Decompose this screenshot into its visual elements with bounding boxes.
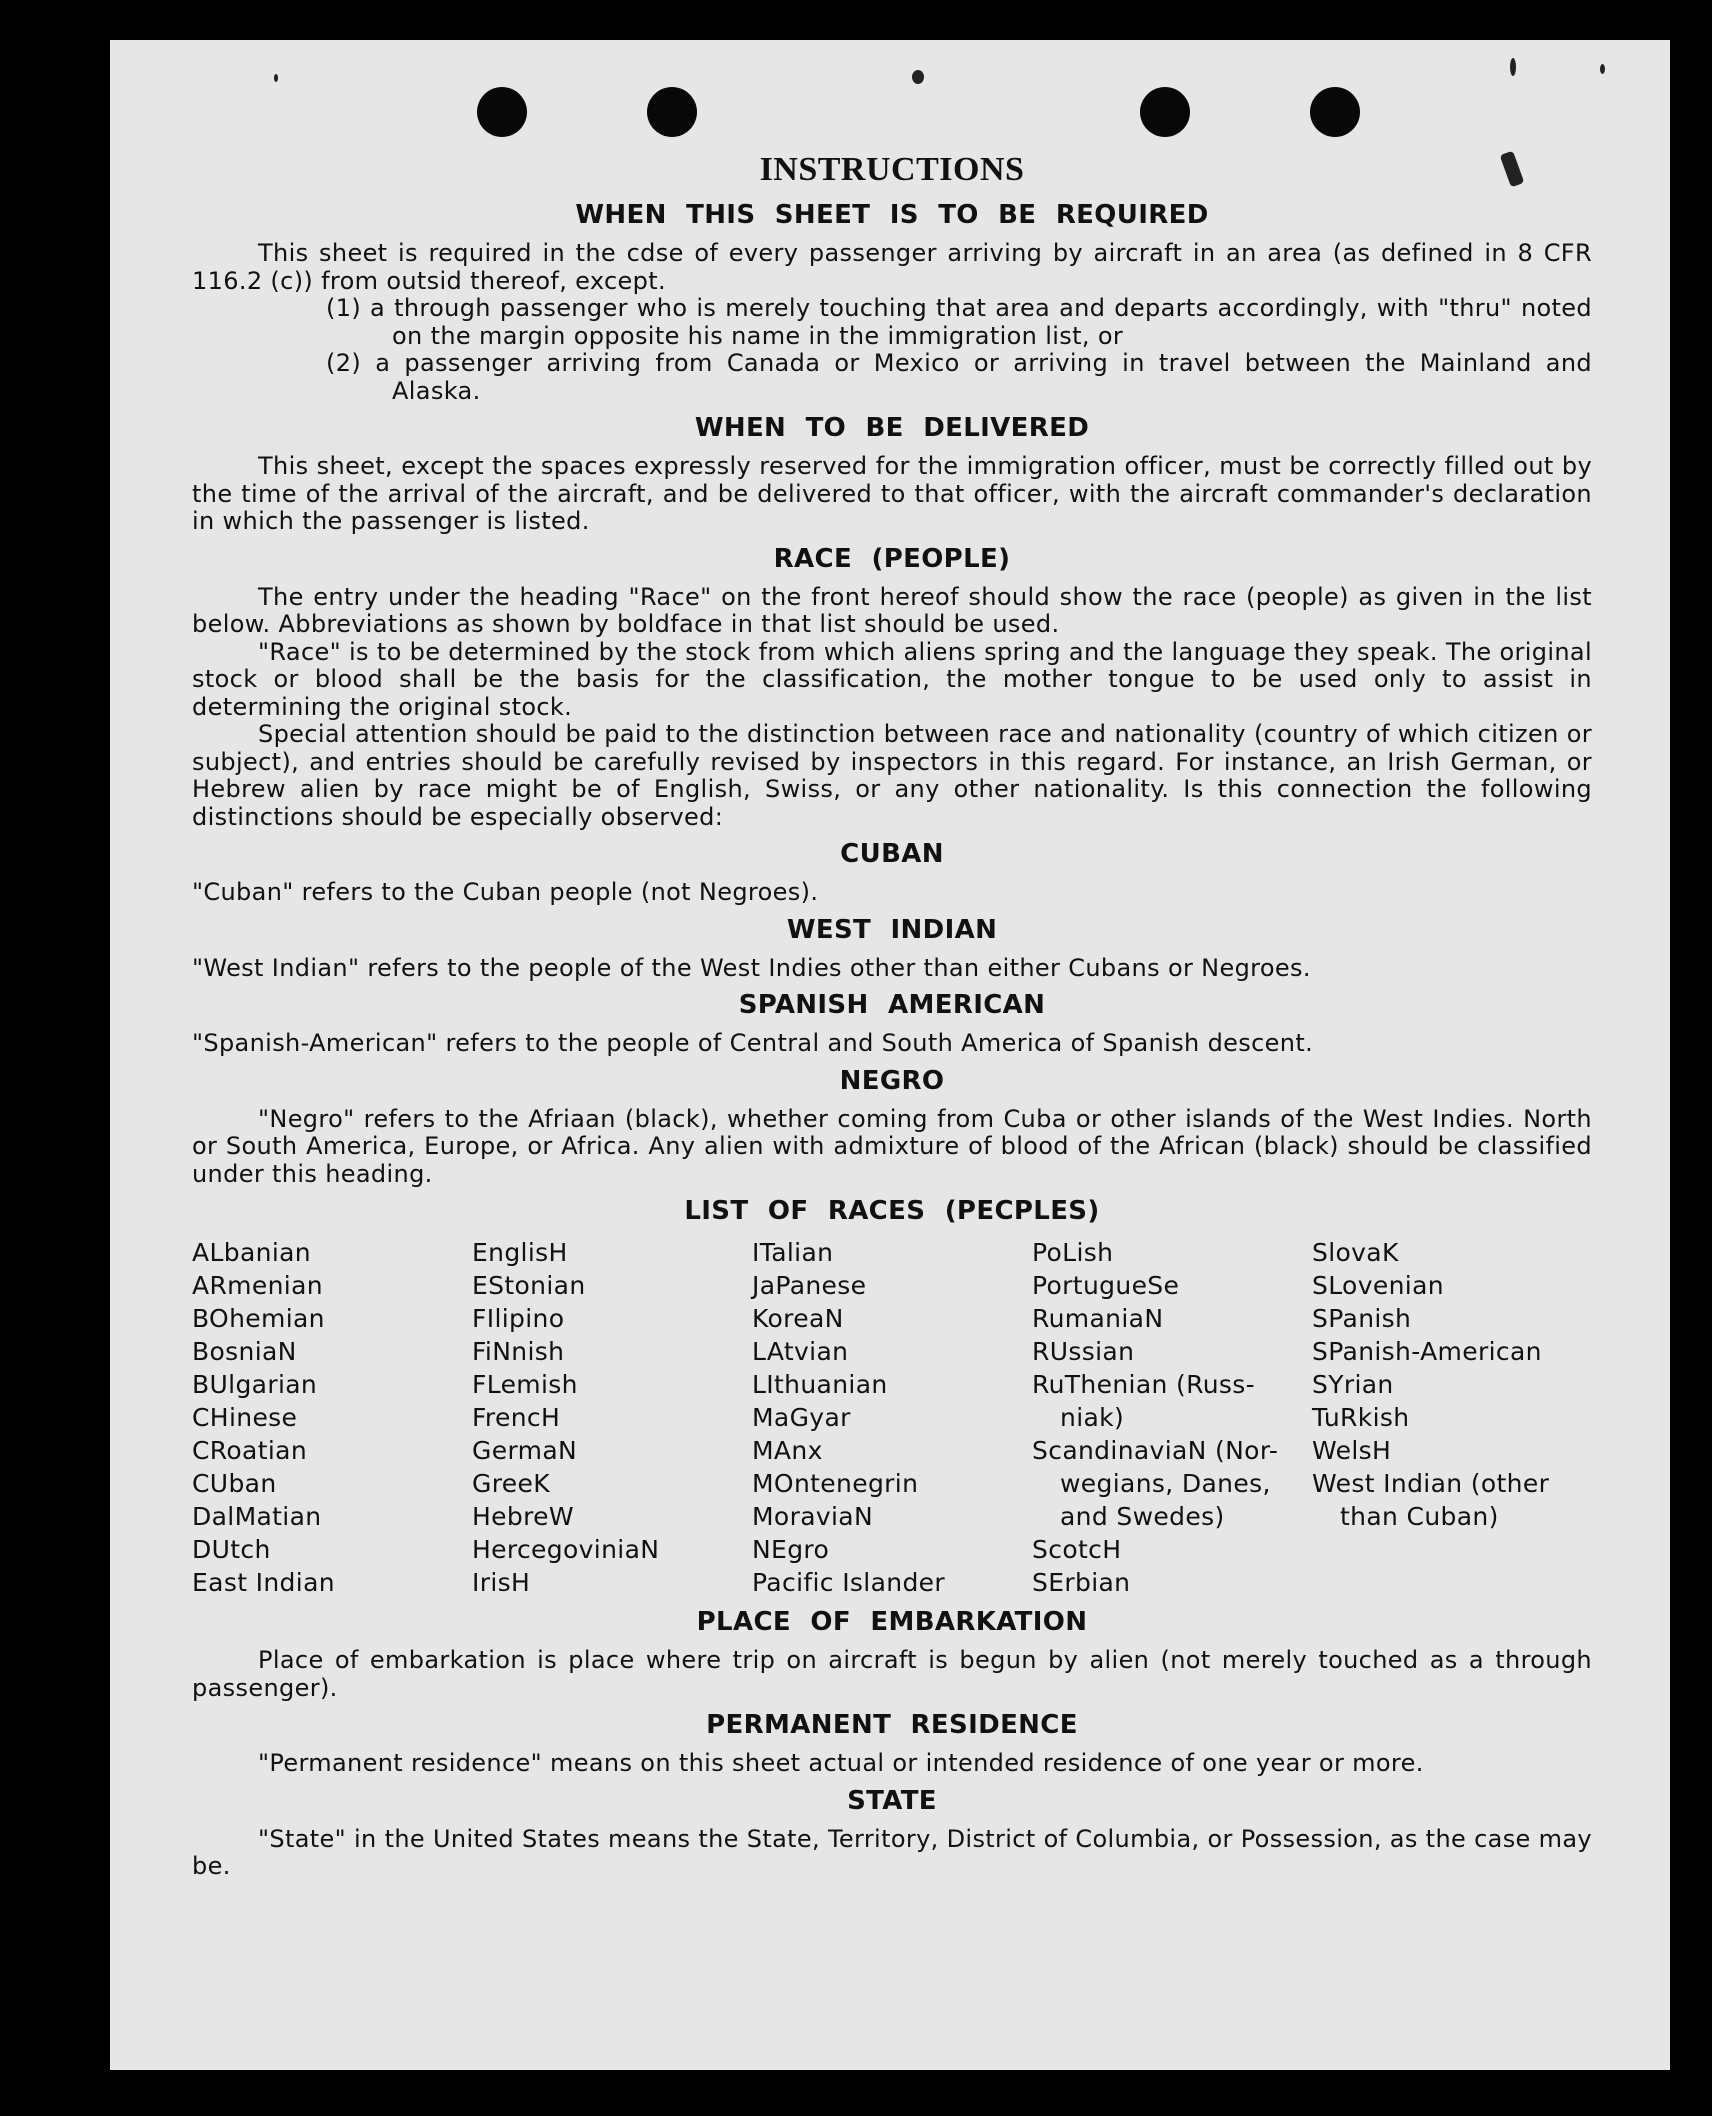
- heading-delivered: WHEN TO BE DELIVERED: [694, 413, 1090, 443]
- instructions-content: [192, 148, 1592, 1881]
- heading-required: WHEN THIS SHEET IS TO BE REQUIRED: [575, 200, 1209, 230]
- race-entry: ScotcH: [1032, 1535, 1122, 1564]
- race-entry: LAtvian: [752, 1337, 849, 1366]
- race-entry: wegians, Danes,: [1060, 1469, 1271, 1498]
- punch-hole: [1140, 87, 1190, 137]
- race-entry: FrencH: [472, 1403, 561, 1432]
- heading-west-indian: WEST INDIAN: [786, 914, 998, 945]
- race-entry: KoreaN: [752, 1304, 844, 1333]
- race-column: [1312, 1236, 1592, 1599]
- race-entry: WelsH: [1312, 1436, 1392, 1465]
- race-entry: MaGyar: [752, 1403, 851, 1432]
- race-entry: ARmenian: [192, 1271, 323, 1300]
- cuban-text: "Cuban" refers to the Cuban people (not Negroes).: [192, 878, 819, 906]
- race-entry: GermaN: [472, 1436, 578, 1465]
- race-entry: RUssian: [1032, 1337, 1135, 1366]
- race-entry: PortugueSe: [1032, 1271, 1180, 1300]
- race-paragraph: "Race" is to be determined by the stock from which aliens spring and the language they speak. The original stock or blood shall be the basis for the classification, the mother tongue to be used only to assist in determining the original stock.: [192, 637, 1592, 721]
- race-entry: DalMatian: [192, 1502, 322, 1531]
- race-entry: HercegoviniaN: [472, 1535, 660, 1564]
- race-entry: HebreW: [472, 1502, 574, 1531]
- race-entry: ITalian: [752, 1238, 834, 1267]
- race-entry: Pacific Islander: [752, 1568, 946, 1597]
- race-entry: than Cuban): [1340, 1502, 1499, 1531]
- race-paragraph: The entry under the heading "Race" on the front hereof should show the race (people) as given in the list below. Abbreviations as shown by boldface in that list should be used.: [192, 582, 1592, 638]
- race-entry: SErbian: [1032, 1568, 1131, 1597]
- race-entry: West Indian (other: [1312, 1469, 1550, 1498]
- speck: [1600, 64, 1605, 74]
- heading-negro: NEGRO: [839, 1065, 945, 1096]
- race-entry: RumaniaN: [1032, 1304, 1164, 1333]
- punch-hole: [1310, 87, 1360, 137]
- race-entry: BUlgarian: [192, 1370, 318, 1399]
- race-entry: TuRkish: [1312, 1403, 1410, 1432]
- race-entry: BosniaN: [192, 1337, 297, 1366]
- state-text: "State" in the United States means the State, Territory, District of Columbia, or Possession, as the case may be.: [192, 1824, 1592, 1880]
- race-entry: FIlipino: [472, 1304, 565, 1333]
- delivered-text: This sheet, except the spaces expressly reserved for the immigration officer, must be correctly filled out by the time of the arrival of the aircraft, and be delivered to that officer, with the aircraft commander's declaration in which the passenger is listed.: [192, 452, 1592, 535]
- race-entry: EnglisH: [472, 1238, 568, 1267]
- punch-hole: [477, 87, 527, 137]
- race-entry: CHinese: [192, 1403, 298, 1432]
- race-entry: and Swedes): [1060, 1502, 1225, 1531]
- negro-text: "Negro" refers to the Afriaan (black), whether coming from Cuba or other islands of the West Indies. North or South America, Europe, or Africa. Any alien with admixture of blood of the African (black) should be classified under this heading.: [192, 1104, 1592, 1188]
- race-entry: IrisH: [472, 1568, 531, 1597]
- race-entry: FLemish: [472, 1370, 578, 1399]
- speck: [274, 74, 278, 82]
- race-entry: ScandinaviaN (Nor-: [1032, 1436, 1279, 1465]
- race-entry: GreeK: [472, 1469, 551, 1498]
- race-entry: niak): [1060, 1403, 1125, 1432]
- race-column: [192, 1236, 472, 1599]
- race-entry: MOntenegrin: [752, 1469, 919, 1498]
- race-entry: East Indian: [192, 1568, 335, 1597]
- spanish-american-text: "Spanish-American" refers to the people of Central and South America of Spanish descent.: [192, 1029, 1314, 1057]
- heading-spanish-american: SPANISH AMERICAN: [738, 990, 1046, 1020]
- race-entry: MAnx: [752, 1436, 823, 1465]
- race-list: [192, 1236, 1592, 1599]
- race-entry: LIthuanian: [752, 1370, 888, 1399]
- heading-residence: PERMANENT RESIDENCE: [706, 1710, 1078, 1740]
- race-entry: DUtch: [192, 1535, 271, 1564]
- speck: [1510, 58, 1516, 76]
- required-item-1: (1) a through passenger who is merely touching that area and departs accordingly, with "thru" noted on the margin opposite his name in the immigration list, or: [326, 294, 1592, 350]
- race-entry: NEgro: [752, 1535, 830, 1564]
- race-entry: SlovaK: [1312, 1238, 1399, 1267]
- required-intro: This sheet is required in the cdse of every passenger arriving by aircraft in an area (as defined in 8 CFR 116.2 (c)) from outsid thereof, except.: [192, 239, 1592, 295]
- heading-race: RACE (PEOPLE): [773, 543, 1011, 574]
- residence-text: "Permanent residence" means on this sheet actual or intended residence of one year or more.: [258, 1749, 1424, 1777]
- heading-cuban: CUBAN: [840, 839, 944, 869]
- race-column: [472, 1236, 752, 1599]
- race-entry: SLovenian: [1312, 1271, 1444, 1300]
- race-entry: SYrian: [1312, 1370, 1394, 1399]
- punch-hole: [647, 87, 697, 137]
- west-indian-text: "West Indian" refers to the people of the West Indies other than either Cubans or Negroes.: [192, 953, 1311, 982]
- race-paragraph: Special attention should be paid to the distinction between race and nationality (country of which citizen or subject), and entries should be carefully revised by inspectors in this regard. For instance, an Irish German, or Hebrew alien by race might be of English, Swiss, or any other nationality. Is this connection the following distinctions should be especially observed:: [192, 720, 1592, 831]
- race-column: [752, 1236, 1032, 1599]
- heading-state: STATE: [847, 1785, 937, 1816]
- speck: [912, 70, 924, 84]
- race-entry: RuThenian (Russ-: [1032, 1370, 1256, 1399]
- race-entry: MoraviaN: [752, 1502, 874, 1531]
- race-column: [1032, 1236, 1312, 1599]
- race-entry: CUban: [192, 1469, 277, 1498]
- race-entry: CRoatian: [192, 1436, 308, 1465]
- page-title: INSTRUCTIONS: [759, 151, 1025, 188]
- document-page: [110, 40, 1670, 2070]
- race-entry: FiNnish: [472, 1337, 565, 1366]
- race-entry: PoLish: [1032, 1238, 1114, 1267]
- required-item-2: (2) a passenger arriving from Canada or Mexico or arriving in travel between the Mainland and Alaska.: [326, 349, 1592, 405]
- embarkation-text: Place of embarkation is place where trip on aircraft is begun by alien (not merely touched as a through passenger).: [192, 1646, 1592, 1702]
- race-entry: SPanish: [1312, 1304, 1412, 1333]
- race-entry: BOhemian: [192, 1304, 325, 1333]
- race-entry: JaPanese: [752, 1271, 867, 1300]
- race-entry: EStonian: [472, 1271, 586, 1300]
- race-entry: SPanish-American: [1312, 1337, 1542, 1366]
- heading-embarkation: PLACE OF EMBARKATION: [696, 1607, 1088, 1637]
- heading-race-list: LIST OF RACES (PECPLES): [684, 1196, 1100, 1226]
- race-entry: ALbanian: [192, 1238, 311, 1267]
